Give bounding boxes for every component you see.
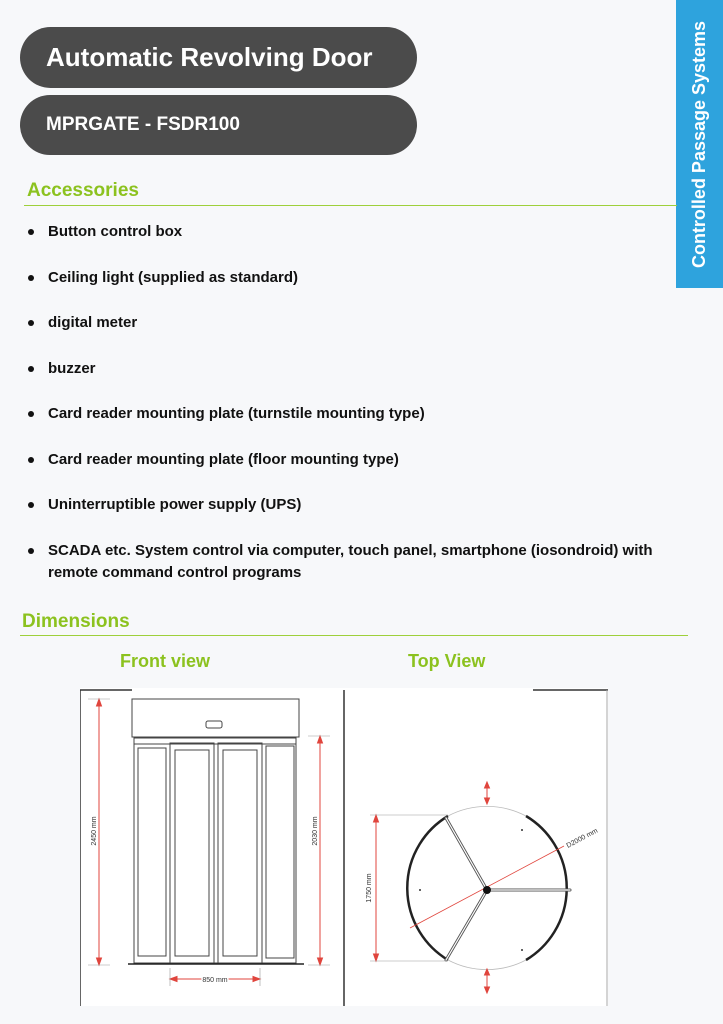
list-item: Card reader mounting plate (turnstile mounting type) — [27, 403, 677, 425]
accessories-list — [27, 221, 677, 607]
side-tab-label: Controlled Passage Systems — [689, 20, 710, 268]
list-item: SCADA etc. System control via computer, touch panel, smartphone (iosondroid) with remote command control programs — [27, 540, 677, 584]
list-item: Ceiling light (supplied as standard) — [27, 267, 677, 289]
model-number: MPRGATE - FSDR100 — [46, 114, 240, 135]
top-view-drawing — [407, 806, 570, 969]
top-depth-label: 1750 mm — [366, 873, 373, 903]
list-item: digital meter — [27, 312, 677, 334]
list-item: Card reader mounting plate (floor mounting type) — [27, 449, 677, 471]
front-height-total-label: 2450 mm — [91, 816, 98, 846]
list-item: Uninterruptible power supply (UPS) — [27, 494, 677, 516]
dimensions-heading: Dimensions — [22, 611, 130, 632]
accessories-divider — [24, 205, 677, 206]
list-item: Button control box — [27, 221, 677, 243]
front-width-label: 850 mm — [202, 977, 228, 984]
list-item: buzzer — [27, 358, 677, 380]
dimension-drawings — [80, 688, 608, 1006]
top-view-label: Top View — [408, 651, 486, 671]
top-diameter-label: D2000 mm — [565, 827, 600, 850]
front-height-door-label: 2030 mm — [312, 816, 319, 846]
dimensions-divider — [20, 635, 688, 636]
front-view-label: Front view — [120, 651, 211, 671]
page-title: Automatic Revolving Door — [46, 42, 373, 72]
accessories-heading: Accessories — [27, 180, 139, 201]
title-banner — [20, 27, 417, 88]
model-banner — [20, 95, 417, 155]
side-category-tab — [676, 0, 723, 288]
front-view-drawing — [128, 699, 304, 964]
